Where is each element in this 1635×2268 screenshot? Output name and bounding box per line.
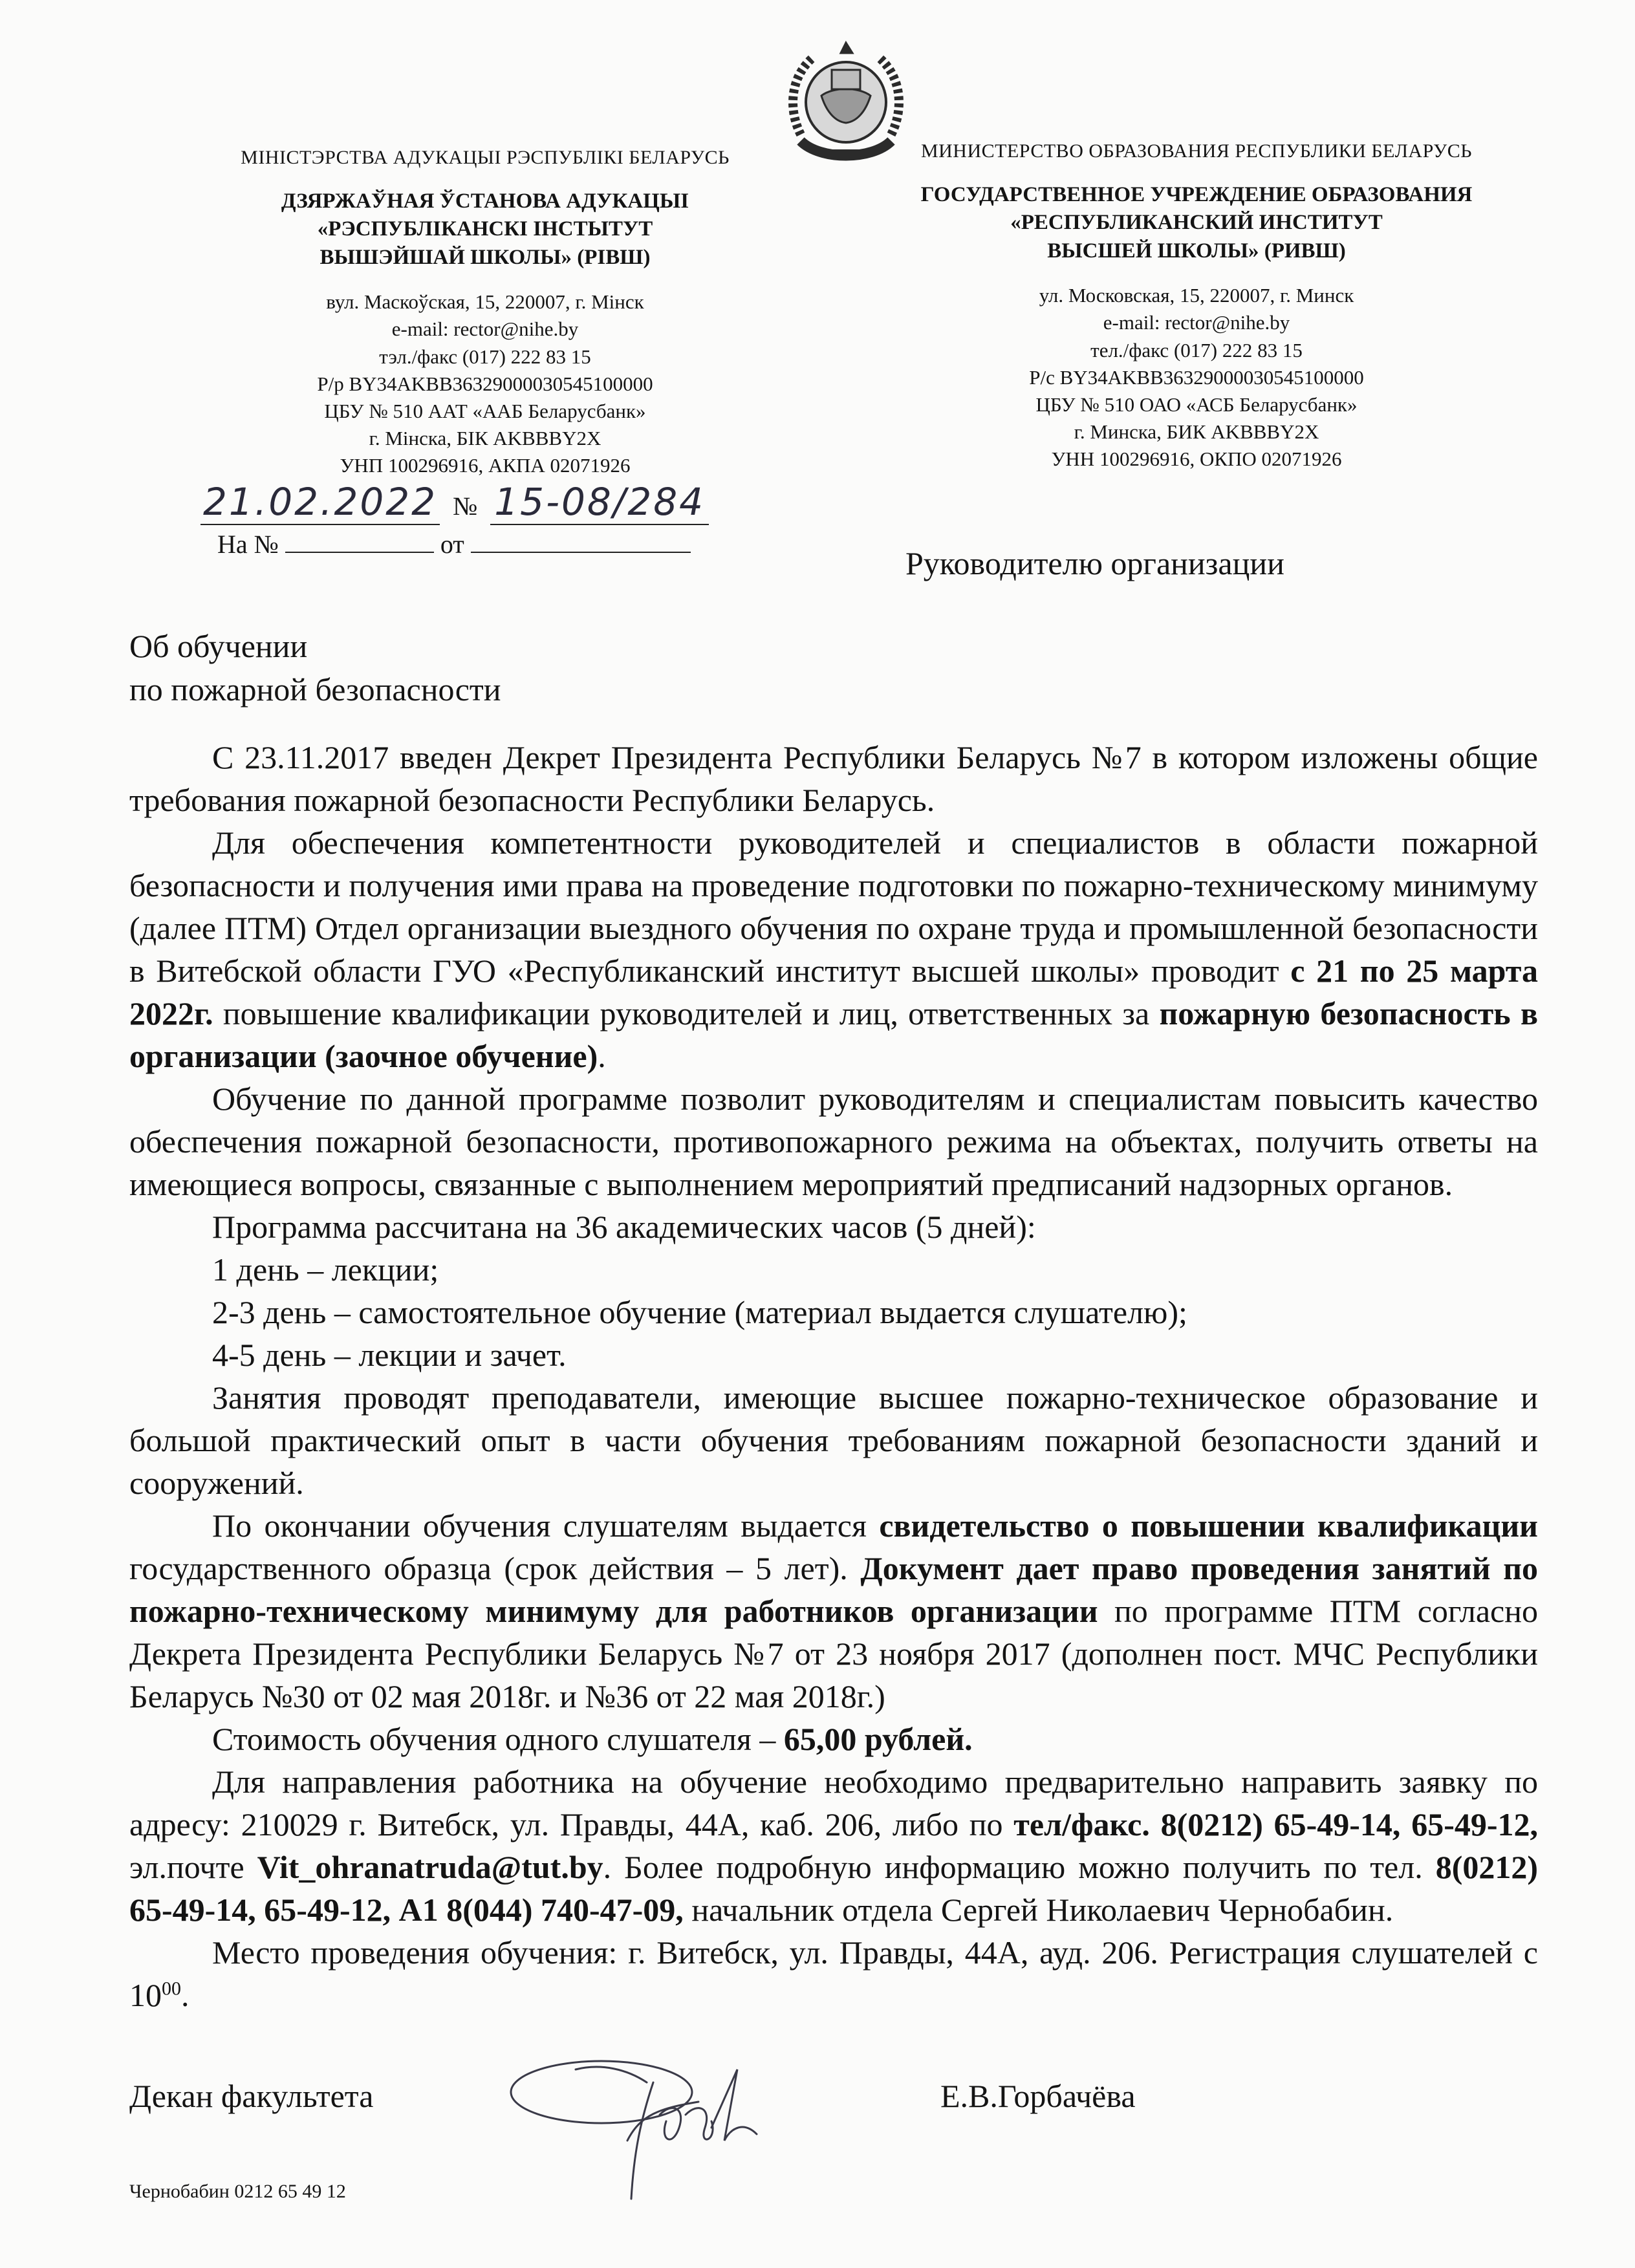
phone-ru: тел./факс (017) 222 83 15: [1090, 338, 1303, 362]
registration-line: [200, 480, 709, 525]
program-day-2-3: 2-3 день – самостоятельное обучение (материал выдается слушателю);: [212, 1294, 1187, 1330]
registration-number: 15-08/284: [490, 480, 709, 525]
course-dates: с 21 по 25 марта 2022г.: [129, 953, 1538, 1031]
ministry-by: МІНІСТЭРСТВА АДУКАЦЫІ РЭСПУБЛІКІ БЕЛАРУСЬ: [241, 147, 730, 168]
org-name-by: ДЗЯРЖАЎНАЯ ЎСТАНОВА АДУКАЦЫІ «РЭСПУБЛІКАНСКІ ІНСТЫТУТ ВЫШЭЙШАЙ ШКОЛЫ» (РІВШ): [281, 189, 689, 269]
email-ru: e-mail: rector@nihe.by: [1103, 311, 1290, 334]
address-by: вул. Маскоўская, 15, 220007, г. Мінск: [326, 290, 644, 314]
paragraph-application: Для направления работника на обучение необходимо предварительно направить заявку по адресу: 210029 г. Витебск, ул. Правды, 44А, каб. 206, либо по тел/факс. 8(0212) 65-49-14, 65-49-12, эл.почте Vit_ohranatruda@tut.by. Более подробную информацию можно получить по тел. 8(0212) 65-49-14, 65-49-12, A1 8(044) 740-47-09, начальник отдела Сергей Николаевич Чернобабин.: [129, 1764, 1538, 1928]
executor-contact: Чернобабин 0212 65 49 12: [129, 2181, 346, 2202]
org-name-ru: ГОСУДАРСТВЕННОЕ УЧРЕЖДЕНИЕ ОБРАЗОВАНИЯ «РЕСПУБЛИКАНСКИЙ ИНСТИТУТ ВЫСШЕЙ ШКОЛЫ» (РИВШ): [920, 182, 1473, 263]
info-phones: 8(0212) 65-49-14, 65-49-12, A1 8(044) 740-47-09,: [129, 1849, 1538, 1928]
contacts-ru: [841, 282, 1552, 473]
signatory-name: Е.В.Горбачёва: [940, 2078, 1136, 2114]
course-topic: пожарную безопасность в организации (заочное обучение): [129, 995, 1538, 1074]
addressee: Руководителю организации: [905, 545, 1284, 581]
bank-by: ЦБУ № 510 ААТ «ААБ Беларусбанк»: [324, 399, 646, 422]
contact-phone: тел/факс. 8(0212) 65-49-14, 65-49-12,: [1013, 1806, 1538, 1842]
program-day-1: 1 день – лекции;: [212, 1251, 439, 1288]
paragraph-certificate: По окончании обучения слушателям выдается свидетельство о повышении квалификации государственного образца (срок действия – 5 лет). Документ дает право проведения занятий по пожарно-техническому минимуму для работников организации по программе ПТМ согласно Декрета Президента Республики Беларусь №7 от 23 ноября 2017 (дополнен пост. МЧС Республики Беларусь №30 от 02 мая 2018г. и №36 от 22 мая 2018г.): [129, 1507, 1539, 1714]
account-by: Р/р BY34AKBB36329000030545100000: [317, 372, 653, 395]
address-ru: ул. Московская, 15, 220007, г. Минск: [1039, 284, 1354, 307]
program-day-4-5: 4-5 день – лекции и зачет.: [212, 1337, 567, 1373]
letter-body: [129, 736, 1538, 2016]
email-by: e-mail: rector@nihe.by: [391, 318, 579, 341]
handwritten-signature: [504, 2044, 776, 2205]
paragraph-program: Программа рассчитана на 36 академических часов (5 дней):: [212, 1209, 1036, 1245]
paragraph-decree: С 23.11.2017 введен Декрет Президента Республики Беларусь №7 в котором изложены общие требования пожарной безопасности Республики Беларусь.: [129, 739, 1538, 818]
ref-no-blank: [285, 531, 434, 553]
number-sign: №: [453, 491, 478, 521]
letterhead-ru: [841, 138, 1552, 473]
bank-ru: ЦБУ № 510 ОАО «АСБ Беларусбанк»: [1035, 393, 1358, 416]
registration-date: 21.02.2022: [200, 480, 440, 525]
ref-date-blank: [471, 531, 691, 553]
paragraph-venue: Место проведения обучения: г. Витебск, ул. Правды, 44А, ауд. 206. Регистрация слушателей с $10^{00}$.: [129, 1934, 1538, 2013]
unp-by: УНП 100296916, АКПА 02071926: [340, 454, 631, 477]
subject: Об обучении по пожарной безопасности: [129, 628, 501, 707]
paragraph-teachers: Занятия проводят преподаватели, имеющие высшее пожарно-техническое образование и большой практический опыт в части обучения требованиям пожарной безопасности зданий и сооружений.: [129, 1379, 1538, 1501]
ref-no-label: На №: [217, 530, 279, 559]
paragraph-benefits: Обучение по данной программе позволит руководителям и специалистам повысить качество обеспечения пожарной безопасности, противопожарного режима на объектах, получить ответы на имеющиеся вопросы, связанные с выполнением мероприятий предписаний надзорных органов.: [129, 1081, 1538, 1202]
account-ru: Р/с BY34AKBB36329000030545100000: [1029, 365, 1364, 389]
paragraph-course: Для обеспечения компетентности руководителей и специалистов в области пожарной безопасности и получения ими права на проведение подготовки по пожарно-техническому минимуму (далее ПТМ) Отдел организации выездного обучения по охране труда и промышленной безопасности в Витебской области ГУО «Республиканский институт высшей школы» проводит с 21 по 25 марта 2022г. повышение квалификации руководителей и лиц, ответственных за пожарную безопасность в организации (заочное обучение).: [129, 825, 1538, 1074]
bic-by: г. Мінска, БІК AKBBBY2X: [369, 427, 601, 450]
ref-from-label: от: [440, 530, 464, 559]
letterhead-by: [175, 145, 796, 479]
ministry-ru: МИНИСТЕРСТВО ОБРАЗОВАНИЯ РЕСПУБЛИКИ БЕЛАРУСЬ: [920, 140, 1473, 162]
bic-ru: г. Минска, БИК AKBBBY2X: [1074, 420, 1319, 444]
course-price: 65,00 рублей.: [783, 1721, 973, 1757]
contact-email: Vit_ohranatruda@tut.by: [257, 1849, 603, 1885]
paragraph-cost: Стоимость обучения одного слушателя – 65,00 рублей.: [212, 1721, 973, 1757]
contacts-by: [175, 288, 796, 479]
reference-line: [217, 529, 691, 559]
phone-by: тэл./факс (017) 222 83 15: [379, 345, 591, 368]
unp-ru: УНН 100296916, ОКПО 02071926: [1051, 448, 1342, 471]
signatory-title: Декан факультета: [129, 2078, 374, 2114]
